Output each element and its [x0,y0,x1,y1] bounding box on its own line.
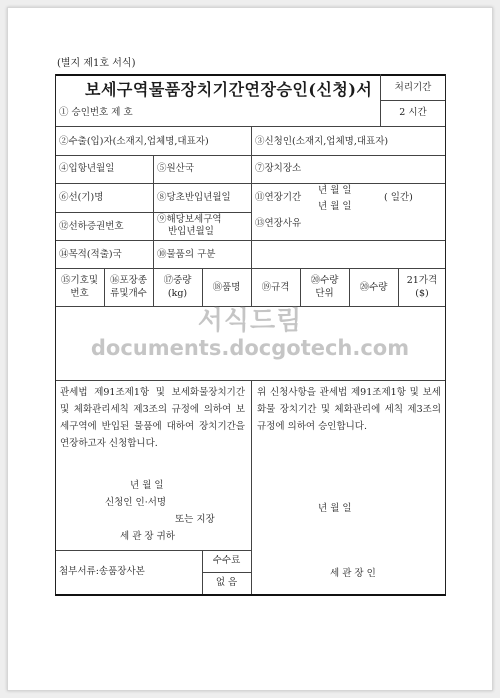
table-bottom-border [55,594,446,596]
table-left-border [55,74,56,594]
extension-days: ( 일간) [384,192,413,203]
watermark-url: documents.docgotech.com [90,336,410,360]
column-header: ⑮기호및 번호 [60,275,99,299]
field-goods-category: ⑩물품의 구분 [157,249,216,260]
field-origin-country: ⑤원산국 [157,163,195,174]
field-extension-reason: ⑬연장사유 [255,218,302,229]
field-destination-country: ⑭목적(적출)국 [59,249,122,260]
field-bonded-area: ⑨해당보세구역 [157,214,222,225]
divider [251,126,252,268]
approval-number: ① 승인번호 제 호 [59,107,133,118]
attachment-docs: 첨부서류:송품장사본 [59,566,145,577]
application-statement: 관세법 제91조제1항 및 보세화물장치기간 및 체화관리세칙 제3조의 규정에 의하여 보세구역에 반입된 물품에 대하여 장치기간을 연장하고자 신청합니다. [60,387,245,449]
column-header: ⑳수량 단위 [310,275,339,299]
approval-statement: 위 신청사항을 관세법 제91조제1항 및 보세화물 장치기간 및 체화관리에 세칙 제3조의 규정에 의하여 승인합니다. [257,387,441,432]
column-header: ⑱품명 [212,282,241,293]
form-title: 보세구역물품장치기간연장승인(신청)서 [85,80,373,99]
field-storage-place: ⑦장치장소 [255,163,302,174]
table-top-border [55,74,446,76]
applicant-seal-note: 또는 지장 [175,514,215,525]
form-number: (별지 제1호 서식) [57,58,136,69]
divider [380,100,446,101]
field-vessel-name: ⑥선(기)명 [59,192,104,203]
field-bonded-area-entry-date: 반입년월일 [168,226,214,237]
divider [153,155,154,268]
fee-value: 없 음 [215,577,238,588]
column-header: ⑲규격 [261,282,290,293]
extension-to-date: 년 월 일 [318,201,352,212]
table-right-border [445,74,446,594]
field-arrival-date: ④입항년월일 [59,163,115,174]
fee-label: 수수료 [212,555,241,566]
column-header: ⑯포장종 류및개수 [109,275,148,299]
column-header: ⑳수량 [359,282,388,293]
watermark-title: 서식드림 [197,306,303,336]
extension-from-date: 년 월 일 [318,185,352,196]
field-applicant: ③신청인(소재지,업체명,대표자) [255,136,389,147]
application-date: 년 월 일 [130,480,164,491]
field-exporter-importer: ②수출(입)자(소재지,업체명,대표자) [59,136,209,147]
addressee: 세 관 장 귀하 [120,531,175,542]
column-header: 21가격 ($) [406,275,438,299]
applicant-signature: 신청인 인·서명 [105,497,167,508]
processing-period-value: 2 시간 [399,107,427,118]
divider [251,380,252,594]
field-extension-period: ⑪연장기간 [255,192,302,203]
divider [202,572,251,573]
field-original-entry-date: ⑧당초반입년월일 [157,192,231,203]
approval-date: 년 월 일 [318,503,352,514]
column-header: ⑰중량 (kg) [163,275,192,299]
customs-head-signature: 세 관 장 인 [330,568,376,579]
divider [55,550,251,551]
field-bill-of-lading: ⑫선하증권번호 [59,221,124,232]
processing-period-label: 처리기간 [394,82,432,93]
